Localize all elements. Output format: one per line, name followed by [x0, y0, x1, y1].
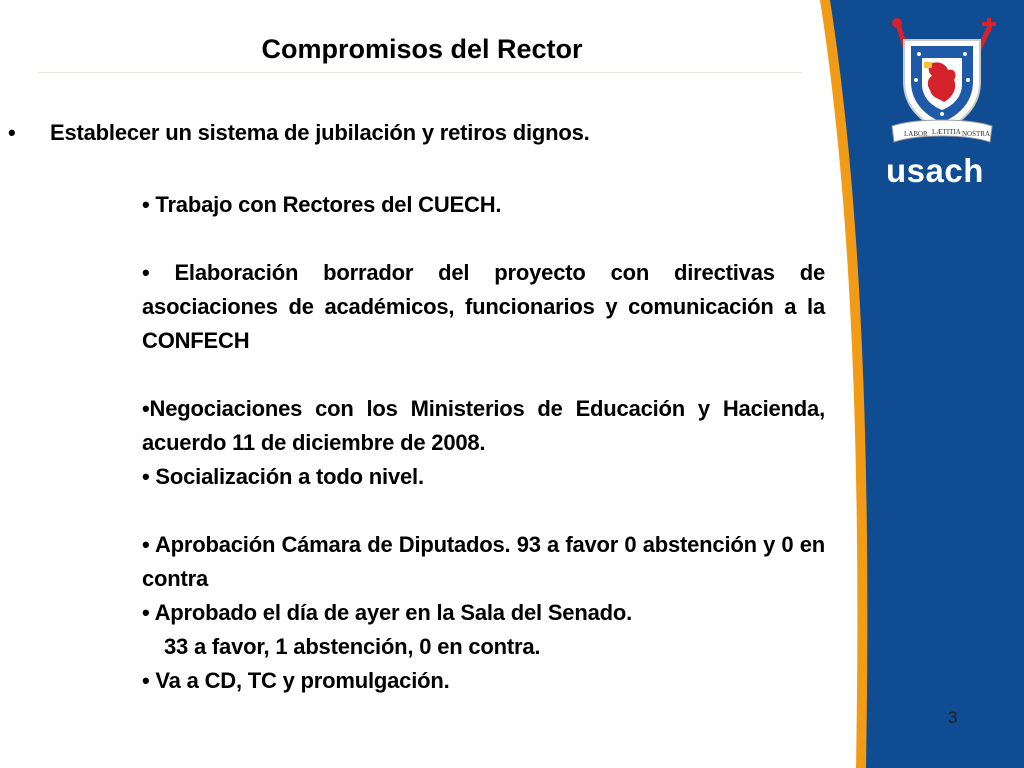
title-divider [38, 72, 802, 73]
page-number: 3 [948, 708, 958, 727]
crest-motto-2: LÆTITIA [932, 128, 961, 136]
list-item: •Negociaciones con los Ministerios de Educación y Hacienda, acuerdo 11 de diciembre de 2008. [142, 396, 825, 455]
sub-points [142, 188, 825, 698]
list-item: • Va a CD, TC y promulgación. [142, 668, 450, 693]
list-item: • Elaboración borrador del proyecto con directivas de asociaciones de académicos, funcionarios y comunicación a la CONFECH [142, 260, 825, 353]
list-item: • Aprobación Cámara de Diputados. 93 a favor 0 abstención y 0 en contra [142, 532, 825, 591]
university-crest-icon [886, 18, 998, 148]
slide-title: Compromisos del Rector [261, 34, 583, 64]
crest-motto-1: LABOR [904, 130, 928, 138]
list-item: • Socialización a todo nivel. [142, 464, 424, 489]
list-item-continuation: 33 a favor, 1 abstención, 0 en contra. [164, 634, 541, 659]
brand-logo-text: usach [886, 152, 984, 189]
main-bullet-marker: • [8, 120, 16, 145]
crest-motto-3: NOSTRA [962, 130, 991, 138]
main-point: Establecer un sistema de jubilación y retiros dignos. [50, 120, 590, 145]
list-item: • Aprobado el día de ayer en la Sala del Senado. [142, 600, 632, 625]
list-item: • Trabajo con Rectores del CUECH. [142, 192, 502, 217]
